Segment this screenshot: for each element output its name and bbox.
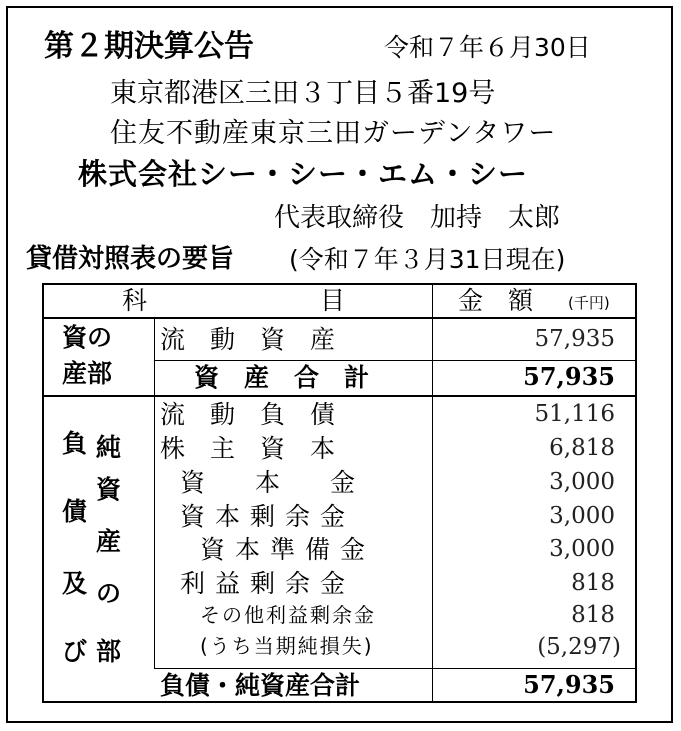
row-value-total-assets: 57,935	[523, 362, 615, 391]
row-label-capital-surplus: 資本剰余金	[180, 502, 356, 531]
row-label-current-liabilities: 流 動 負 債	[160, 400, 336, 429]
liab-label-char: 純	[96, 433, 122, 462]
liab-label-char: 産	[96, 527, 122, 556]
col-header-item-b: 目	[320, 286, 346, 315]
balance-sheet-title: 貸借対照表の要旨	[26, 244, 235, 274]
row-label-capital-stock: 資 本 金	[180, 468, 356, 497]
balance-sheet-period: (令和７年３月31日現在)	[289, 245, 566, 274]
company-building: 住友不動産東京三田ガーデンタワー	[110, 118, 557, 149]
liab-label-char: び	[62, 637, 88, 666]
row-value-capital-reserve: 3,000	[549, 536, 615, 562]
row-value-retained-earnings: 818	[571, 570, 615, 596]
company-address: 東京都港区三田３丁目５番19号	[110, 78, 496, 109]
company-name: 株式会社シー・シー・エム・シー	[78, 157, 529, 191]
row-label-shareholders-equity: 株 主 資 本	[160, 434, 336, 463]
liab-label-char: 及	[62, 569, 88, 598]
row-label-net-loss: (うち当期純損失)	[200, 634, 374, 658]
row-label-total-assets: 資 産 合 計	[194, 363, 370, 392]
liab-label-char: 負	[62, 429, 88, 458]
assets-section-label-1: 資の	[62, 323, 113, 352]
row-label-total-liabilities-equity: 負債・純資産合計	[160, 671, 361, 700]
row-value-capital-stock: 3,000	[549, 469, 615, 495]
row-label-current-assets: 流 動 資 産	[160, 325, 336, 354]
row-value-other-retained-earnings: 818	[571, 602, 615, 628]
representative: 代表取締役 加持 太郎	[274, 203, 561, 233]
row-value-net-loss: (5,297)	[537, 634, 621, 660]
balance-sheet-table	[42, 283, 637, 703]
col-header-unit: (千円)	[568, 294, 610, 312]
row-value-current-liabilities: 51,116	[534, 401, 615, 427]
liab-label-char: 部	[96, 637, 122, 666]
assets-section-label-2: 産部	[62, 359, 113, 388]
liab-label-char: 債	[62, 497, 88, 526]
col-header-amount: 金 額	[458, 286, 534, 315]
notice-date: 令和７年６月30日	[384, 33, 591, 62]
col-header-item-a: 科	[122, 286, 148, 315]
row-value-capital-surplus: 3,000	[549, 503, 615, 529]
row-label-capital-reserve: 資本準備金	[200, 535, 376, 564]
row-value-current-assets: 57,935	[534, 326, 615, 352]
row-label-other-retained-earnings: その他利益剰余金	[200, 603, 376, 627]
row-value-total-liabilities-equity: 57,935	[523, 670, 615, 699]
liab-label-char: 資	[96, 475, 122, 504]
liab-label-char: の	[96, 579, 122, 608]
notice-title: 第２期決算公告	[44, 29, 254, 64]
row-label-retained-earnings: 利益剰余金	[180, 569, 356, 598]
row-value-shareholders-equity: 6,818	[549, 435, 615, 461]
